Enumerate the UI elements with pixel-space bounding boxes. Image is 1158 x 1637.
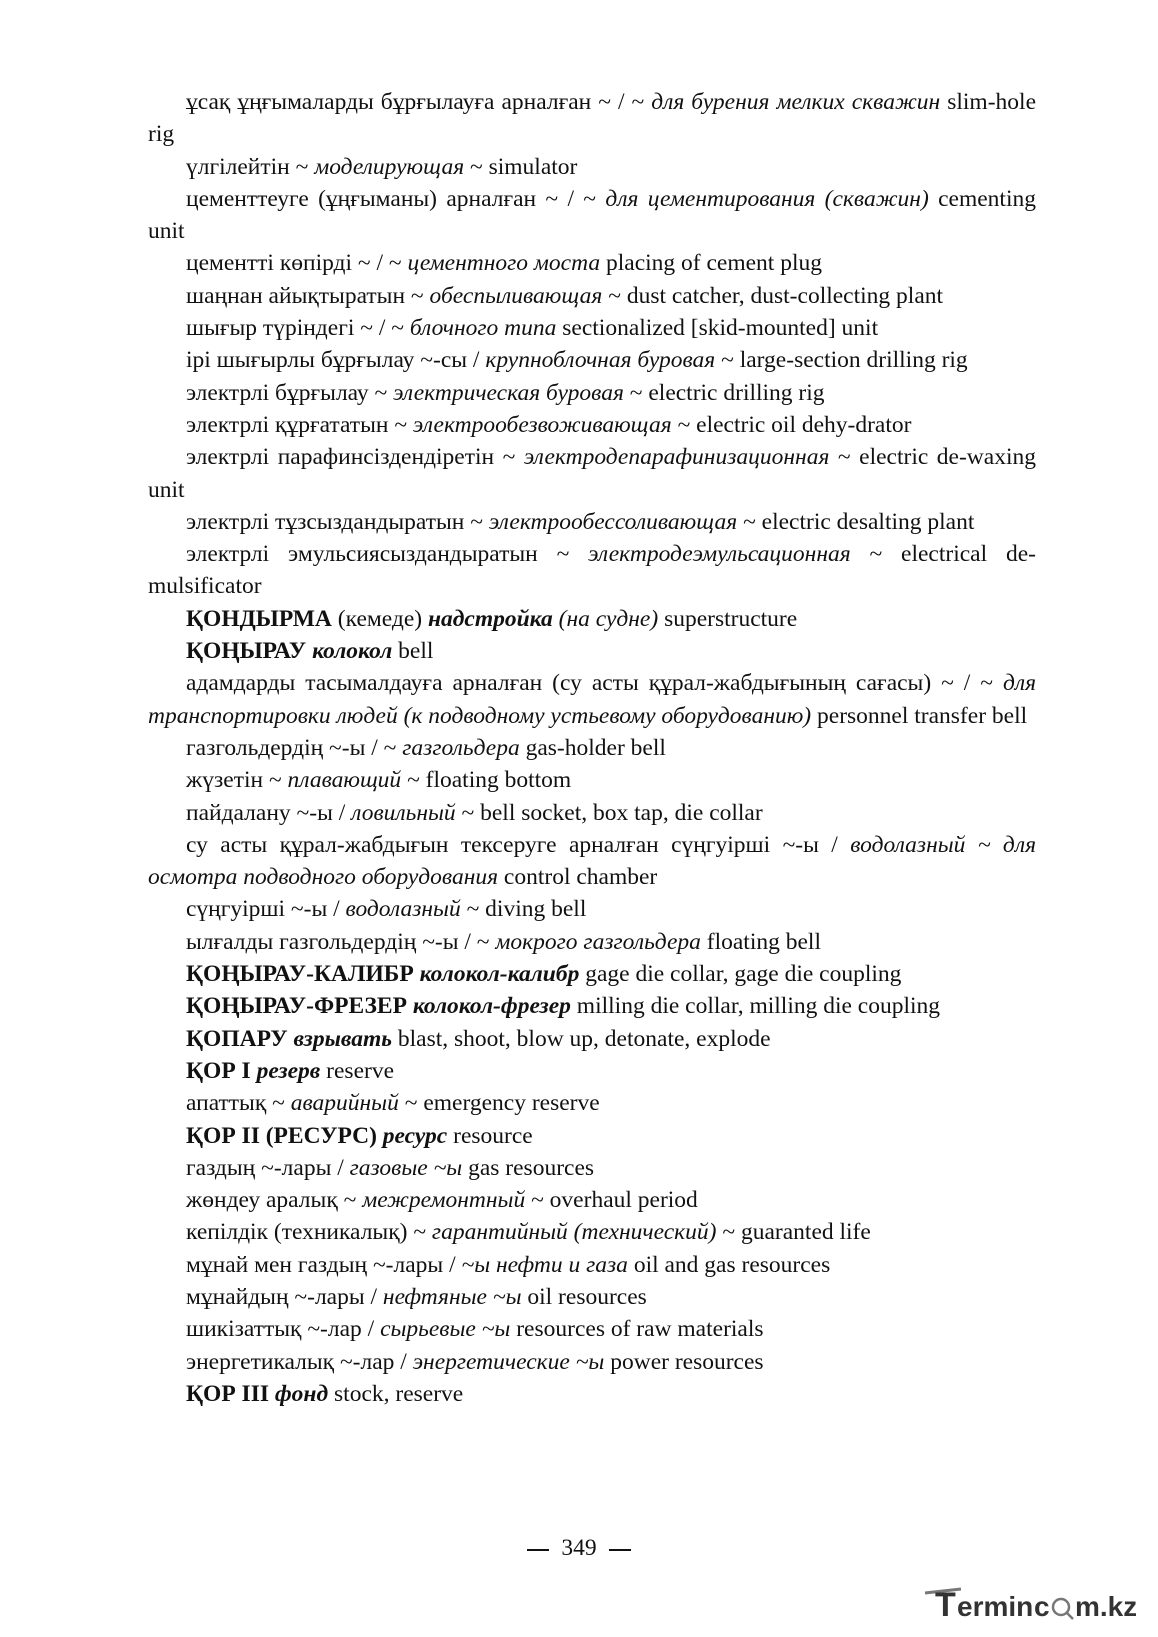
dictionary-entry <box>148 183 1036 248</box>
entry-text: су асты құрал-жабдығын тексеруге арналған сүңгуірші ~-ы / <box>186 831 851 858</box>
dictionary-entry <box>148 603 1036 635</box>
entry-text: электрлі құрғататын ~ <box>186 411 413 438</box>
headword: ҚОР ІІІ <box>186 1380 275 1407</box>
dictionary-entry <box>148 312 1036 344</box>
entry-text: жөндеу аралық ~ <box>186 1187 363 1214</box>
entry-text: bell <box>392 638 434 665</box>
dictionary-entry <box>148 732 1036 764</box>
footer-dash-left <box>527 1549 549 1551</box>
dictionary-entry <box>148 1087 1036 1119</box>
dictionary-entry <box>148 506 1036 538</box>
entry-text: мұнайдың ~-лары / <box>186 1283 383 1310</box>
dictionary-entry <box>148 441 1036 506</box>
russian-headword: взрывать <box>293 1025 392 1052</box>
entry-text: ылғалды газгольдердің ~-ы / ~ <box>186 928 496 955</box>
dictionary-entry <box>148 538 1036 603</box>
entry-text: шаңнан айықтыратын ~ <box>186 282 430 309</box>
entry-text: ~ dust catcher, dust-collecting plant <box>602 282 944 309</box>
entry-text: газгольдердің ~-ы / ~ <box>186 734 403 761</box>
logo-text-ermin: ermin <box>957 1591 1034 1622</box>
dictionary-entry <box>148 280 1036 312</box>
dictionary-entry <box>148 1346 1036 1378</box>
entry-text: жүзетін ~ <box>186 767 288 794</box>
dictionary-entry <box>148 1023 1036 1055</box>
entry-text: кепілдік (техникалық) ~ <box>186 1219 432 1246</box>
entry-text: ірі шығырлы бұрғылау ~-сы / <box>186 347 486 374</box>
russian-term: цементного моста <box>407 250 601 277</box>
entry-text: адамдарды тасымалдауға арналған (су асты құрал-жабдығының сағасы) ~ / ~ <box>186 670 1003 697</box>
entry-text: электрлі тұзсыздандыратын ~ <box>186 508 489 535</box>
russian-term: водолазный <box>345 896 461 923</box>
dictionary-body <box>148 86 1036 1410</box>
entry-text: resource <box>447 1122 533 1149</box>
footer-dash-right <box>609 1549 631 1551</box>
dictionary-entry <box>148 344 1036 376</box>
entry-text: gas-holder bell <box>519 734 666 761</box>
dictionary-entry <box>148 247 1036 279</box>
entry-text: sectionalized [skid-mounted] unit <box>556 315 879 342</box>
dictionary-entry <box>148 893 1036 925</box>
russian-term: блочного типа <box>409 315 557 342</box>
russian-term: электрообезвоживающая <box>412 411 672 438</box>
entry-text: газдың ~-лары / <box>186 1154 350 1181</box>
entry-text: power resources <box>604 1348 764 1375</box>
entry-text: апаттық ~ <box>186 1090 291 1117</box>
russian-headword: надстройка <box>427 605 553 632</box>
russian-term: электрическая буровая <box>393 379 624 406</box>
entry-text: oil resources <box>521 1283 647 1310</box>
page-number: 349 <box>561 1535 597 1561</box>
russian-term: крупноблочная буровая <box>485 347 716 374</box>
russian-term: для транспортировки людей (к подводному устьевому оборудованию) <box>148 670 1036 729</box>
russian-headword: колокол-фрезер <box>412 993 571 1020</box>
entry-text: үлгілейтін ~ <box>186 153 315 180</box>
russian-term: (на судне) <box>552 605 659 632</box>
dictionary-entry <box>148 1216 1036 1248</box>
termincom-logo-graphic <box>921 1581 1136 1625</box>
russian-term: электродепарафинизационная <box>523 444 830 471</box>
entry-text: gas resources <box>462 1154 595 1181</box>
russian-headword: колокол-калибр <box>419 961 580 988</box>
russian-term: мокрого газгольдера <box>495 928 701 955</box>
entry-text: reserve <box>320 1057 395 1084</box>
entry-text: электрлі парафинсіздендіретін ~ <box>186 444 524 471</box>
entry-text: resources of raw materials <box>510 1316 764 1343</box>
entry-text: oil and gas resources <box>627 1251 831 1278</box>
headword: ҚОР І <box>186 1057 257 1084</box>
entry-text: ~ diving bell <box>460 896 587 923</box>
dictionary-entry <box>148 1184 1036 1216</box>
entry-text: superstructure <box>658 605 798 632</box>
russian-term: ловильный <box>351 799 456 826</box>
russian-term: аварийный <box>290 1090 399 1117</box>
russian-term: гарантийный (технический) <box>431 1219 717 1246</box>
magnifier-icon <box>1053 1599 1069 1615</box>
dictionary-entry <box>148 829 1036 894</box>
entry-text: ұсақ ұңғымаларды бұрғылауға арналған ~ / ~ <box>186 89 652 115</box>
russian-term: электродеэмульсационная <box>588 541 851 568</box>
dictionary-entry <box>148 1313 1036 1345</box>
headword: ҚОР ІІ (РЕСУРС) <box>186 1122 383 1149</box>
headword: ҚОҢЫРАУ-КАЛИБР <box>186 961 420 988</box>
magnifier-handle <box>1067 1613 1073 1619</box>
russian-term: межремонтный <box>362 1187 526 1214</box>
entry-text: ~ floating bottom <box>401 767 572 794</box>
entry-text: personnel transfer bell <box>811 702 1028 729</box>
entry-text: пайдалану ~-ы / <box>186 799 352 826</box>
russian-term: электрообессоливающая <box>488 508 738 535</box>
dictionary-entry <box>148 990 1036 1022</box>
dictionary-entry <box>148 1152 1036 1184</box>
headword: ҚОПАРУ <box>186 1025 294 1052</box>
russian-term: газгольдера <box>402 734 520 761</box>
logo-letter-t: T <box>935 1586 956 1624</box>
russian-headword: фонд <box>274 1380 329 1407</box>
russian-term: моделирующая <box>314 153 465 180</box>
termincom-logo <box>921 1581 1136 1625</box>
dictionary-entry <box>148 667 1036 732</box>
entry-text: (кемеде) <box>331 605 428 632</box>
entry-text: ~ electric oil dehy-drator <box>671 411 912 438</box>
entry-text: ~ simulator <box>464 153 578 180</box>
russian-headword: колокол <box>312 638 393 665</box>
russian-term: газовые ~ы <box>349 1154 463 1181</box>
russian-headword: резерв <box>256 1057 321 1084</box>
entry-text: stock, reserve <box>328 1380 464 1407</box>
entry-text: ~ bell socket, box tap, die collar <box>455 799 763 826</box>
russian-term: энергетические ~ы <box>412 1348 605 1375</box>
entry-text: slim-hole rig <box>148 89 1036 148</box>
entry-text: control chamber <box>498 864 658 891</box>
dictionary-entry <box>148 1281 1036 1313</box>
russian-term: сырьевые ~ы <box>380 1316 511 1343</box>
dictionary-entry <box>148 797 1036 829</box>
dictionary-entry <box>148 1249 1036 1281</box>
entry-text: ~ electric de-waxing unit <box>148 444 1036 503</box>
entry-text: мұнай мен газдың ~-лары / <box>186 1251 462 1278</box>
entry-text: floating bell <box>700 928 821 955</box>
entry-text: ~ guaranted life <box>716 1219 871 1246</box>
entry-text: ~ large-section drilling rig <box>715 347 968 374</box>
headword: ҚОҢЫРАУ <box>186 638 313 665</box>
entry-text: шығыр түріндегі ~ / ~ <box>186 315 410 342</box>
dictionary-entry <box>148 1055 1036 1087</box>
entry-text: ~ electric drilling rig <box>623 379 825 406</box>
russian-term: нефтяные ~ы <box>382 1283 522 1310</box>
dictionary-entry <box>148 1120 1036 1152</box>
russian-term: обеспыливающая <box>429 282 603 309</box>
entry-text: цементтеуге (ұңғыманы) арналған ~ / ~ <box>186 185 606 212</box>
entry-text: milling die collar, milling die coupling <box>570 993 941 1020</box>
headword: ҚОНДЫРМА <box>186 605 332 632</box>
entry-text: цементті көпірді ~ / ~ <box>186 250 408 277</box>
entry-text: ~ electric desalting plant <box>737 508 975 535</box>
entry-text: сүңгуірші ~-ы / <box>186 896 346 923</box>
entry-text: gage die collar, gage die coupling <box>579 961 902 988</box>
headword: ҚОҢЫРАУ-ФРЕЗЕР <box>186 993 413 1020</box>
entry-text: cementing unit <box>148 185 1036 245</box>
russian-term: для цементирования (скважин) <box>605 185 929 212</box>
dictionary-entry <box>148 635 1036 667</box>
entry-text: placing of cement plug <box>600 250 822 277</box>
logo-text-mkz: m.kz <box>1075 1591 1136 1622</box>
russian-term: водолазный ~ для осмотра подводного оборудования <box>148 831 1036 891</box>
entry-list <box>148 86 1036 1410</box>
logo-letter-c: c <box>1034 1591 1050 1622</box>
dictionary-entry <box>148 151 1036 183</box>
dictionary-entry <box>148 958 1036 990</box>
entry-text: ~ emergency reserve <box>398 1090 600 1117</box>
russian-term: ~ы нефти и газа <box>461 1251 628 1278</box>
dictionary-entry <box>148 86 1036 151</box>
russian-term: плавающий <box>287 767 402 794</box>
entry-text: ~ overhaul period <box>525 1187 698 1214</box>
dictionary-entry <box>148 409 1036 441</box>
entry-text: шикізаттық ~-лар / <box>186 1316 381 1343</box>
dictionary-entry <box>148 377 1036 409</box>
dictionary-entry <box>148 926 1036 958</box>
russian-headword: ресурс <box>382 1122 448 1149</box>
dictionary-entry <box>148 1378 1036 1410</box>
entry-text: электрлі эмульсиясыздандыратын ~ <box>186 541 589 568</box>
russian-term: для бурения мелких скважин <box>651 89 941 115</box>
dictionary-entry <box>148 764 1036 796</box>
page-footer <box>0 1535 1158 1562</box>
entry-text: электрлі бұрғылау ~ <box>186 379 394 406</box>
entry-text: blast, shoot, blow up, detonate, explode <box>392 1025 771 1052</box>
entry-text: энергетикалық ~-лар / <box>186 1348 413 1375</box>
entry-text: ~ electrical de-mulsificator <box>148 541 1036 600</box>
